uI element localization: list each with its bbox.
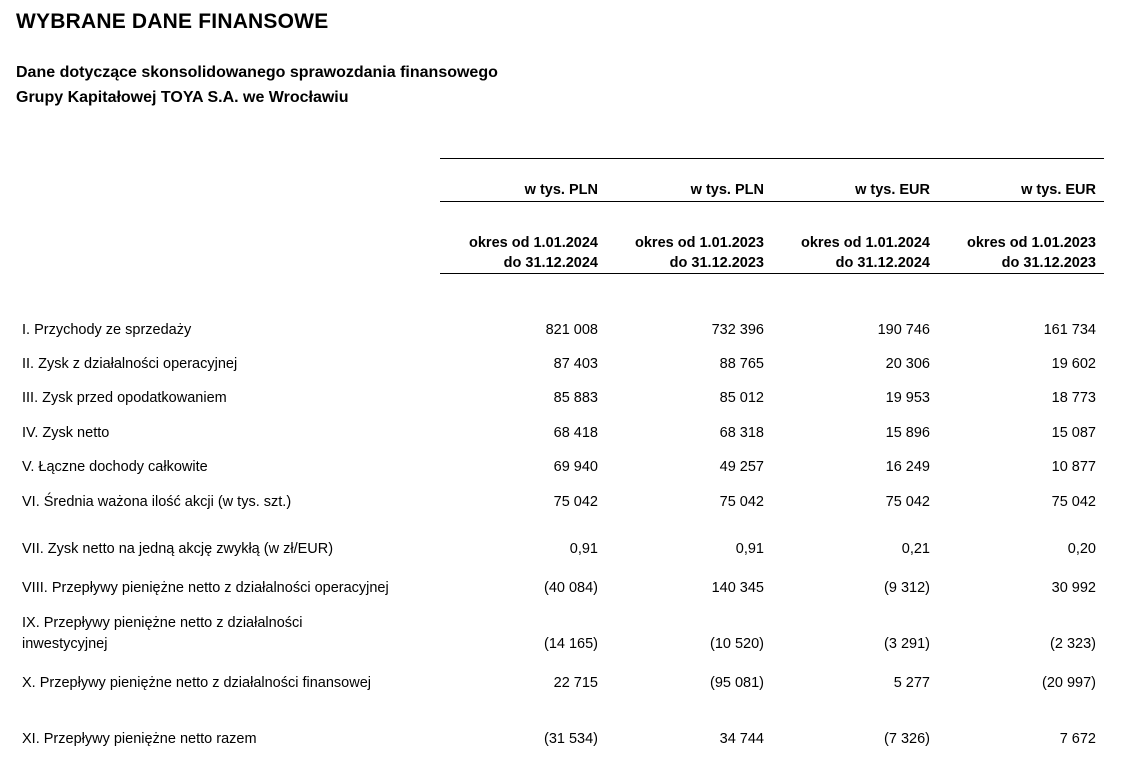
column-period-3	[801, 233, 930, 273]
table-cell: 161 734	[1043, 322, 1096, 338]
table-cell: 190 746	[877, 322, 930, 338]
table-cell: 0,21	[901, 541, 930, 557]
table-cell: 87 403	[553, 356, 598, 372]
table-cell: 85 883	[553, 390, 598, 406]
table-cell: (40 084)	[543, 580, 598, 596]
row-label-line: IX. Przepływy pieniężne netto z działalności	[22, 615, 303, 631]
table-cell: (95 081)	[709, 675, 764, 691]
row-label-weighted-shares: VI. Średnia ważona ilość akcji (w tys. szt.)	[22, 494, 292, 510]
table-cell: 19 953	[885, 390, 930, 406]
table-cell: 68 318	[719, 425, 764, 441]
row-label-total-cash-flow: XI. Przepływy pieniężne netto razem	[22, 731, 257, 747]
row-label-investing-cash-flow	[22, 613, 302, 655]
table-cell: (7 326)	[884, 731, 930, 747]
table-cell: 15 087	[1051, 425, 1096, 441]
table-cell: 34 744	[719, 731, 764, 747]
period-header-rule	[440, 273, 1104, 274]
row-label-operating-cash-flow: VIII. Przepływy pieniężne netto z działalności operacyjnej	[22, 580, 389, 596]
period-end: do 31.12.2024	[503, 255, 598, 271]
table-cell: 68 418	[553, 425, 598, 441]
period-end: do 31.12.2023	[1001, 255, 1096, 271]
row-label-revenue: I. Przychody ze sprzedaży	[22, 322, 192, 338]
row-label-line: inwestycyjnej	[22, 636, 108, 652]
column-period-1	[469, 233, 598, 273]
table-top-rule	[440, 158, 1104, 159]
column-unit-4: w tys. EUR	[1021, 182, 1096, 198]
table-cell: 20 306	[885, 356, 930, 372]
table-cell: (31 534)	[543, 731, 598, 747]
table-cell: 75 042	[1051, 494, 1096, 510]
row-label-net-profit: IV. Zysk netto	[22, 425, 110, 441]
table-cell: 15 896	[885, 425, 930, 441]
row-label-profit-before-tax: III. Zysk przed opodatkowaniem	[22, 390, 227, 406]
table-cell: 49 257	[719, 459, 764, 475]
page-title: WYBRANE DANE FINANSOWE	[16, 10, 329, 33]
table-cell: 30 992	[1051, 580, 1096, 596]
period-start: okres od 1.01.2024	[801, 235, 930, 251]
table-cell: (14 165)	[543, 636, 598, 652]
table-cell: (20 997)	[1041, 675, 1096, 691]
unit-header-rule	[440, 201, 1104, 202]
row-label-total-comprehensive-income: V. Łączne dochody całkowite	[22, 459, 208, 475]
table-cell: 88 765	[719, 356, 764, 372]
table-cell: (10 520)	[709, 636, 764, 652]
column-unit-2: w tys. PLN	[690, 182, 764, 198]
table-cell: (3 291)	[884, 636, 930, 652]
table-cell: 75 042	[719, 494, 764, 510]
table-cell: 16 249	[885, 459, 930, 475]
table-cell: 18 773	[1051, 390, 1096, 406]
table-cell: 85 012	[719, 390, 764, 406]
row-label-operating-profit: II. Zysk z działalności operacyjnej	[22, 356, 238, 372]
subtitle-line-2: Grupy Kapitałowej TOYA S.A. we Wrocławiu	[16, 89, 349, 106]
period-start: okres od 1.01.2024	[469, 235, 598, 251]
period-end: do 31.12.2024	[835, 255, 930, 271]
column-unit-3: w tys. EUR	[855, 182, 930, 198]
table-cell: 10 877	[1051, 459, 1096, 475]
subtitle-line-1: Dane dotyczące skonsolidowanego sprawozdania finansowego	[16, 64, 498, 81]
table-cell: 821 008	[545, 322, 598, 338]
table-cell: 75 042	[885, 494, 930, 510]
period-start: okres od 1.01.2023	[967, 235, 1096, 251]
table-cell: 22 715	[553, 675, 598, 691]
table-cell: 69 940	[553, 459, 598, 475]
table-cell: 75 042	[553, 494, 598, 510]
row-label-eps: VII. Zysk netto na jedną akcję zwykłą (w zł/EUR)	[22, 541, 334, 557]
column-period-4	[967, 233, 1096, 273]
table-cell: (9 312)	[884, 580, 930, 596]
table-cell: (2 323)	[1050, 636, 1096, 652]
table-cell: 0,91	[735, 541, 764, 557]
column-period-2	[635, 233, 764, 273]
column-unit-1: w tys. PLN	[524, 182, 598, 198]
table-cell: 19 602	[1051, 356, 1096, 372]
period-end: do 31.12.2023	[669, 255, 764, 271]
row-label-financing-cash-flow: X. Przepływy pieniężne netto z działalności finansowej	[22, 675, 371, 691]
table-cell: 732 396	[711, 322, 764, 338]
table-cell: 140 345	[711, 580, 764, 596]
table-cell: 7 672	[1059, 731, 1096, 747]
table-cell: 5 277	[893, 675, 930, 691]
table-cell: 0,20	[1067, 541, 1096, 557]
period-start: okres od 1.01.2023	[635, 235, 764, 251]
table-cell: 0,91	[569, 541, 598, 557]
